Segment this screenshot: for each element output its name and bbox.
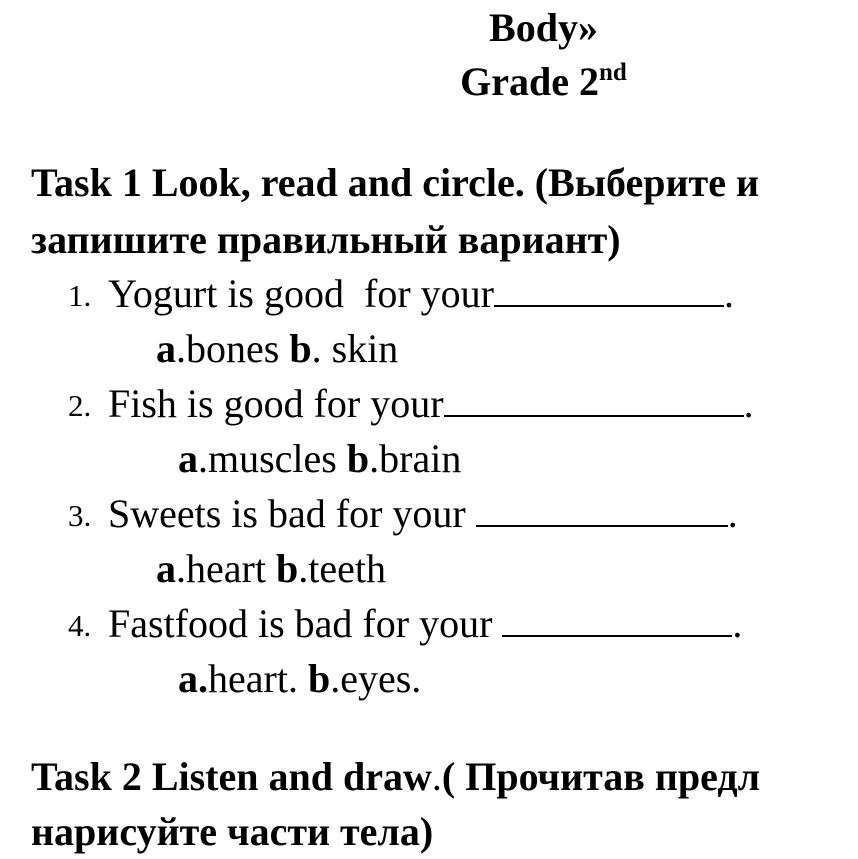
- answer-blank[interactable]: [502, 601, 732, 637]
- option-a-letter: a: [156, 546, 176, 591]
- option-a-text[interactable]: heart.: [208, 656, 308, 701]
- option-b-text[interactable]: .eyes.: [330, 656, 422, 701]
- task2-heading-continued: нарисуйте части тела): [31, 809, 434, 854]
- option-a-text[interactable]: .heart: [176, 546, 276, 591]
- option-b-text[interactable]: . skin: [311, 326, 399, 371]
- question-4-options: [178, 655, 421, 703]
- task1-heading: Task 1 Look, read and circle. (Выберите и: [31, 160, 759, 205]
- question-number: 2.: [68, 388, 92, 423]
- question-end: .: [723, 271, 734, 316]
- grade-text: Grade 2: [460, 59, 600, 104]
- option-a-letter: a.: [178, 656, 208, 701]
- task2-heading-bold: Task 2 Listen and draw: [31, 754, 432, 799]
- task2-heading-rest: ( Прочитав предл: [441, 754, 761, 799]
- option-a-letter: a: [178, 436, 198, 481]
- question-number: 4.: [68, 608, 92, 643]
- option-b-letter: b: [275, 546, 299, 591]
- task1-heading-continued: запишите правильный вариант): [31, 217, 621, 262]
- question-end: .: [727, 491, 738, 536]
- option-b-letter: b: [307, 656, 331, 701]
- grade-heading: [0, 58, 858, 106]
- question-3-options: [156, 545, 386, 593]
- question-text: Fastfood is bad for your: [108, 601, 503, 646]
- question-2-options: [178, 435, 461, 483]
- task2-heading: [31, 752, 760, 802]
- worksheet-title-text: Body»: [489, 5, 598, 50]
- grade-suffix: nd: [599, 59, 627, 86]
- option-b-letter: b: [289, 326, 312, 371]
- answer-blank[interactable]: [494, 271, 724, 307]
- question-1-options: [156, 325, 398, 373]
- task2-heading-dot: .: [431, 754, 442, 799]
- question-text: Yogurt is good for your: [108, 271, 494, 316]
- question-text: Sweets is bad for your: [108, 491, 476, 536]
- answer-blank[interactable]: [476, 491, 728, 527]
- question-end: .: [743, 381, 754, 426]
- option-b-text[interactable]: .brain: [369, 436, 462, 481]
- answer-blank[interactable]: [444, 381, 744, 417]
- worksheet-title: [0, 4, 858, 52]
- question-end: .: [732, 601, 743, 646]
- option-a-letter: a: [156, 326, 176, 371]
- question-text: Fish is good for your: [108, 381, 444, 426]
- option-b-letter: b: [346, 436, 370, 481]
- question-number: 3.: [68, 498, 92, 533]
- option-a-text[interactable]: .bones: [176, 326, 290, 371]
- question-number: 1.: [68, 278, 92, 313]
- option-b-text[interactable]: .teeth: [298, 546, 386, 591]
- option-a-text[interactable]: .muscles: [198, 436, 347, 481]
